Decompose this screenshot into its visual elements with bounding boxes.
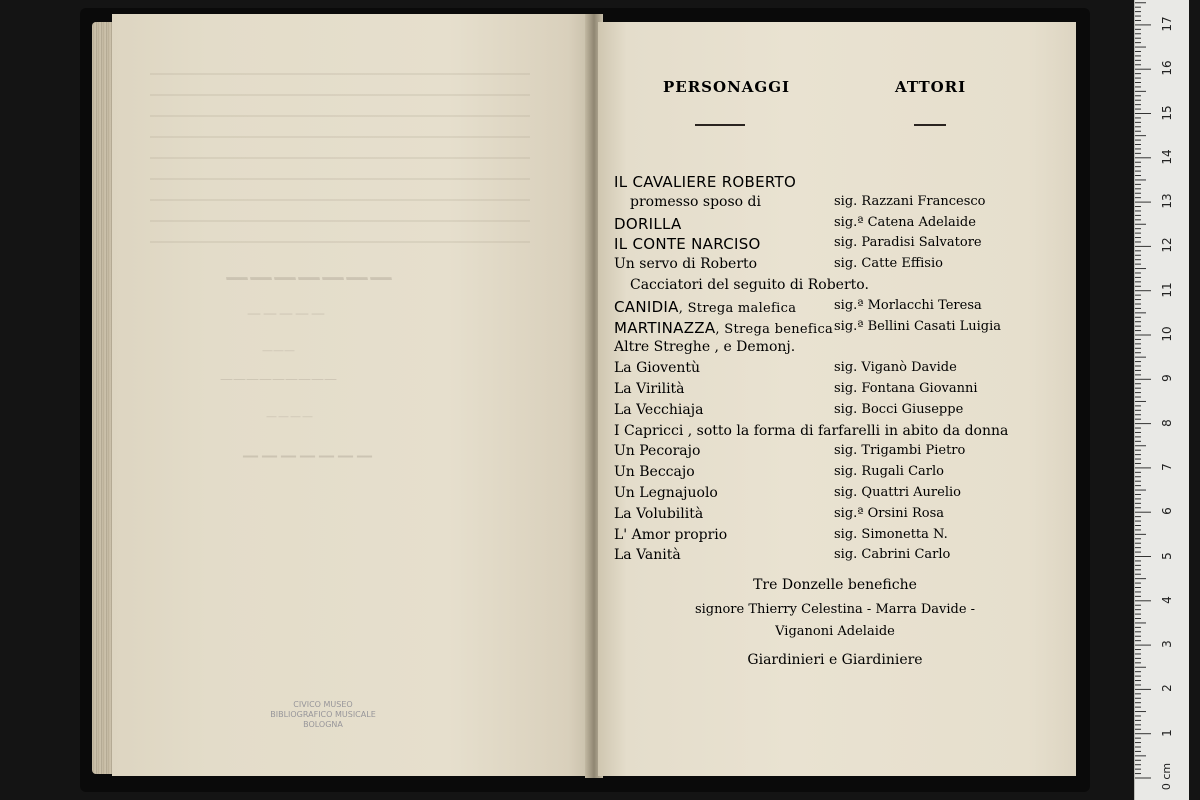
cast-row [614, 464, 1060, 484]
footer-line: Giardinieri e Giardiniere [747, 652, 923, 668]
heading-rule [914, 124, 946, 126]
ruler-number: 1 [1160, 728, 1174, 737]
actor-name: sig.ª Orsini Rosa [834, 505, 944, 521]
role-name: Un Legnajuolo [614, 485, 718, 501]
ruler-number: 15 [1160, 104, 1174, 121]
role-description: , Strega benefica [715, 321, 834, 337]
roles-heading: PERSONAGGI [663, 78, 791, 96]
cast-row [614, 443, 1060, 463]
ruler-number: 5 [1160, 551, 1174, 560]
role-name: Un Pecorajo [614, 443, 701, 460]
role-name: La Volubilità [614, 505, 704, 522]
role-name: promesso sposo di [630, 193, 761, 210]
actor-name: sig. Catte Effisio [834, 256, 943, 272]
ruler-number: 12 [1160, 237, 1174, 254]
cast-row [614, 319, 1060, 339]
footer-line: Viganoni Adelaide [775, 624, 895, 639]
role-name: La Virilità [614, 381, 685, 397]
role-name: Un servo di Roberto [614, 256, 758, 273]
bleed-through-line: ——————— [240, 446, 373, 466]
ruler-number: 8 [1160, 418, 1174, 427]
role-name: IL CONTE NARCISO [614, 235, 761, 254]
stamp-line: BIBLIOGRAFICO MUSICALE [270, 710, 376, 719]
role-name: La Vanità [614, 547, 681, 564]
cast-row [614, 215, 1060, 235]
ruler-unit-label: 0 cm [1160, 762, 1174, 791]
actor-name: sig. Quattri Aurelio [834, 485, 961, 500]
actor-name: sig. Viganò Davide [834, 360, 957, 376]
bleed-through-title: ——————— [225, 262, 393, 291]
cast-row [614, 298, 1060, 318]
ruler-number: 6 [1160, 507, 1174, 516]
role-name: IL CAVALIERE ROBERTO [614, 173, 797, 191]
role-name: I Capricci , sotto la forma di farfarelli in abito da donna [614, 422, 1009, 439]
actor-name: sig. Fontana Giovanni [834, 381, 978, 396]
role-name: Un Beccajo [614, 464, 695, 481]
cast-row [630, 277, 1060, 297]
ruler-number: 2 [1160, 684, 1174, 693]
cast-row [614, 485, 1060, 505]
actor-name: sig.ª Bellini Casati Luigia [834, 318, 1002, 334]
cast-row [614, 173, 1060, 193]
ruler-number: 11 [1160, 282, 1174, 298]
cast-row [614, 256, 1060, 276]
footer-line: signore Thierry Celestina - Marra Davide - [694, 602, 976, 617]
ruler-number: 16 [1160, 60, 1174, 76]
actor-name: sig.ª Catena Adelaide [834, 214, 976, 230]
role-name: DORILLA [614, 214, 682, 233]
bleed-through-line: ———— [265, 410, 313, 423]
actor-name: sig. Razzani Francesco [834, 193, 986, 209]
role-name: CANIDIA, Strega malefica [614, 297, 797, 316]
bleed-through-line: ————— [245, 306, 325, 322]
role-name: Altre Streghe , e Demonj. [614, 339, 796, 356]
cast-row [614, 506, 1060, 526]
cast-row [614, 381, 1060, 401]
ruler-number: 7 [1160, 463, 1174, 471]
bleed-through-lines [150, 60, 530, 250]
ruler-number: 14 [1160, 149, 1174, 165]
ruler-number: 17 [1160, 16, 1174, 32]
cast-row [614, 547, 1060, 567]
ruler-number: 4 [1160, 595, 1174, 604]
heading-rule [695, 124, 745, 126]
bleed-through-line: ——— [262, 344, 295, 357]
role-description: , Strega malefica [678, 300, 797, 316]
ruler-number: 9 [1160, 374, 1174, 383]
cast-row [614, 360, 1060, 380]
cast-row [614, 527, 1060, 547]
cast-row [614, 235, 1060, 255]
cast-row [614, 339, 1060, 359]
library-stamp [268, 700, 378, 730]
actor-name: sig. Simonetta N. [834, 526, 948, 542]
actor-name: sig. Cabrini Carlo [834, 547, 951, 563]
bleed-through-line: ————————— [220, 372, 337, 387]
actor-name: sig. Paradisi Salvatore [834, 235, 982, 251]
cast-row [614, 423, 1060, 443]
actor-name: sig. Trigambi Pietro [834, 443, 966, 459]
ruler-number: 13 [1160, 193, 1174, 209]
footer-line: Tre Donzelle benefiche [753, 577, 917, 593]
stamp-line: BOLOGNA [303, 720, 343, 729]
role-name: Cacciatori del seguito di Roberto. [630, 277, 869, 293]
ruler-number: 3 [1160, 640, 1174, 648]
role-name: La Gioventù [614, 360, 701, 377]
actors-heading: ATTORI [895, 78, 967, 96]
cast-row [614, 402, 1060, 422]
actor-name: sig.ª Morlacchi Teresa [834, 297, 982, 313]
ruler-number: 10 [1160, 326, 1174, 342]
cast-row [630, 194, 1060, 214]
actor-name: sig. Bocci Giuseppe [834, 401, 964, 417]
actor-name: sig. Rugali Carlo [834, 464, 944, 480]
role-name: MARTINAZZA, Strega benefica [614, 318, 834, 337]
measuring-ruler [1134, 0, 1189, 800]
role-name: L' Amor proprio [614, 526, 728, 543]
stamp-line: CIVICO MUSEO [293, 700, 353, 709]
role-name: La Vecchiaja [614, 401, 704, 418]
